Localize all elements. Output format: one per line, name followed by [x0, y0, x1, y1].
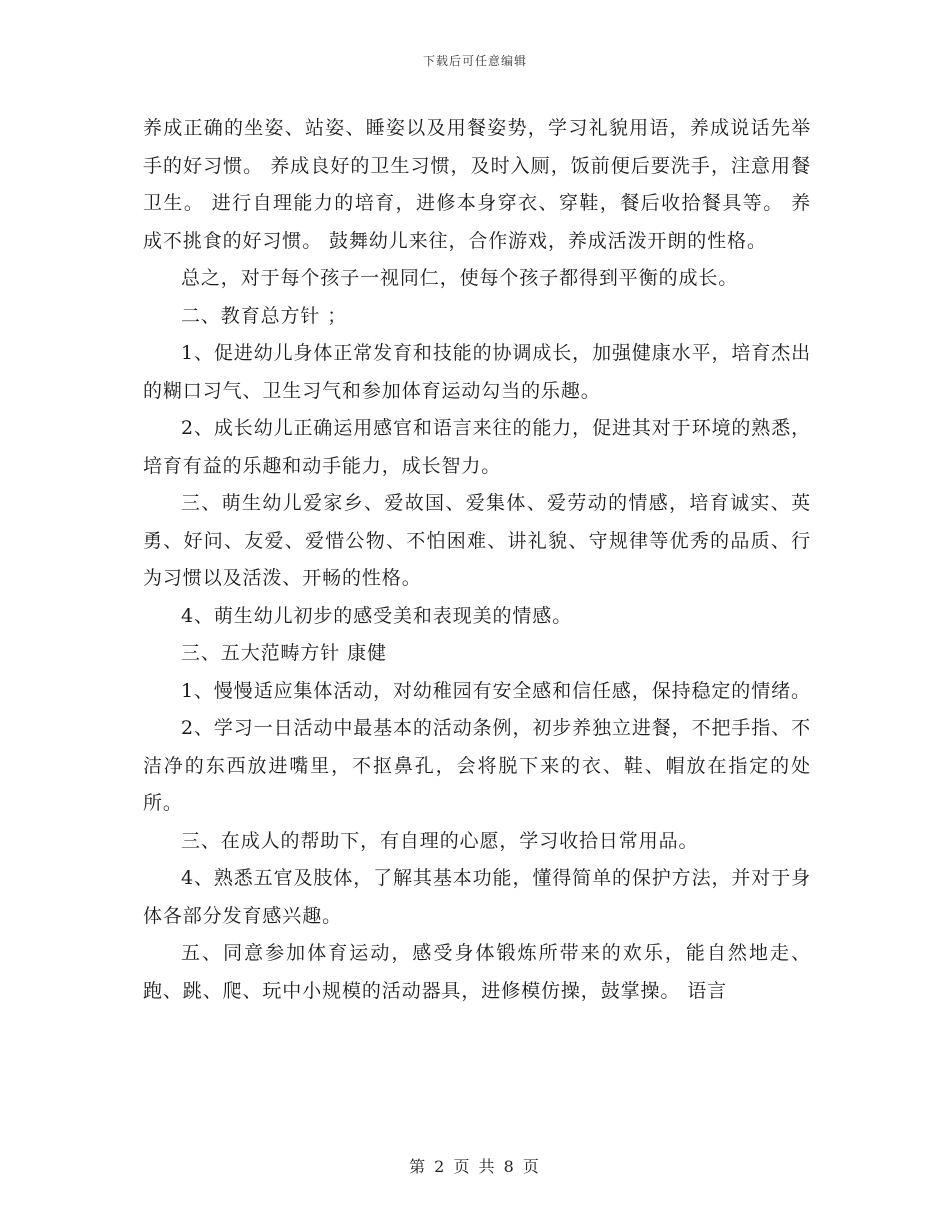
- paragraph: 2、成长幼儿正确运用感官和语言来往的能力，促进其对于环境的熟悉，培育有益的乐趣和动手能力，成长智力。: [143, 417, 811, 477]
- section-heading: 二、教育总方针 ；: [181, 304, 348, 327]
- paragraph: 1、慢慢适应集体活动，对幼稚园有安全感和信任感，保持稳定的情绪。: [181, 679, 811, 702]
- paragraph: 4、熟悉五官及肢体，了解其基本功能，懂得简单的保护方法，并对于身体各部分发育感兴趣。: [143, 867, 811, 927]
- paragraph: 养成正确的坐姿、站姿、睡姿以及用餐姿势，学习礼貌用语，养成说话先举手的好习惯。 养成良好的卫生习惯，及时入厕，饭前便后要洗手，注意用餐卫生。 进行自理能力的培育，进修本身穿衣、穿鞋，餐后收拾餐具等。 养成不挑食的好习惯。 鼓舞幼儿来往，合作游戏，养成活泼开朗的性格。: [143, 117, 811, 252]
- paragraph: 总之，对于每个孩子一视同仁，使每个孩子都得到平衡的成长。: [181, 267, 739, 289]
- paragraph: 五、同意参加体育运动，感受身体锻炼所带来的欢乐，能自然地走、跑、跳、爬、玩中小规模的活动器具，进修模仿操，鼓掌操。 语言: [143, 942, 811, 1002]
- document-body: [143, 110, 811, 1010]
- paragraph: 2、学习一日活动中最基本的活动条例，初步养独立进餐，不把手指、不洁净的东西放进嘴里，不抠鼻孔，会将脱下来的衣、鞋、帽放在指定的处所。: [143, 717, 811, 814]
- section-heading: 三、五大范畴方针 康健: [181, 642, 387, 664]
- page-header: 下载后可任意编辑: [422, 54, 527, 68]
- paragraph: 三、在成人的帮助下，有自理的心愿，学习收拾日常用品。: [181, 829, 699, 852]
- paragraph: 三、萌生幼儿爱家乡、爱故国、爱集体、爱劳动的情感，培育诚实、英勇、好问、友爱、爱惜公物、不怕困难、讲礼貌、守规律等优秀的品质、行为习惯以及活泼、开畅的性格。: [143, 492, 811, 589]
- paragraph: 1、促进幼儿身体正常发育和技能的协调成长，加强健康水平，培育杰出的糊口习气、卫生习气和参加体育运动勾当的乐趣。: [143, 342, 811, 402]
- page-number-footer: 第 2 页 共 8 页: [409, 1157, 541, 1176]
- paragraph: 4、萌生幼儿初步的感受美和表现美的情感。: [181, 604, 573, 627]
